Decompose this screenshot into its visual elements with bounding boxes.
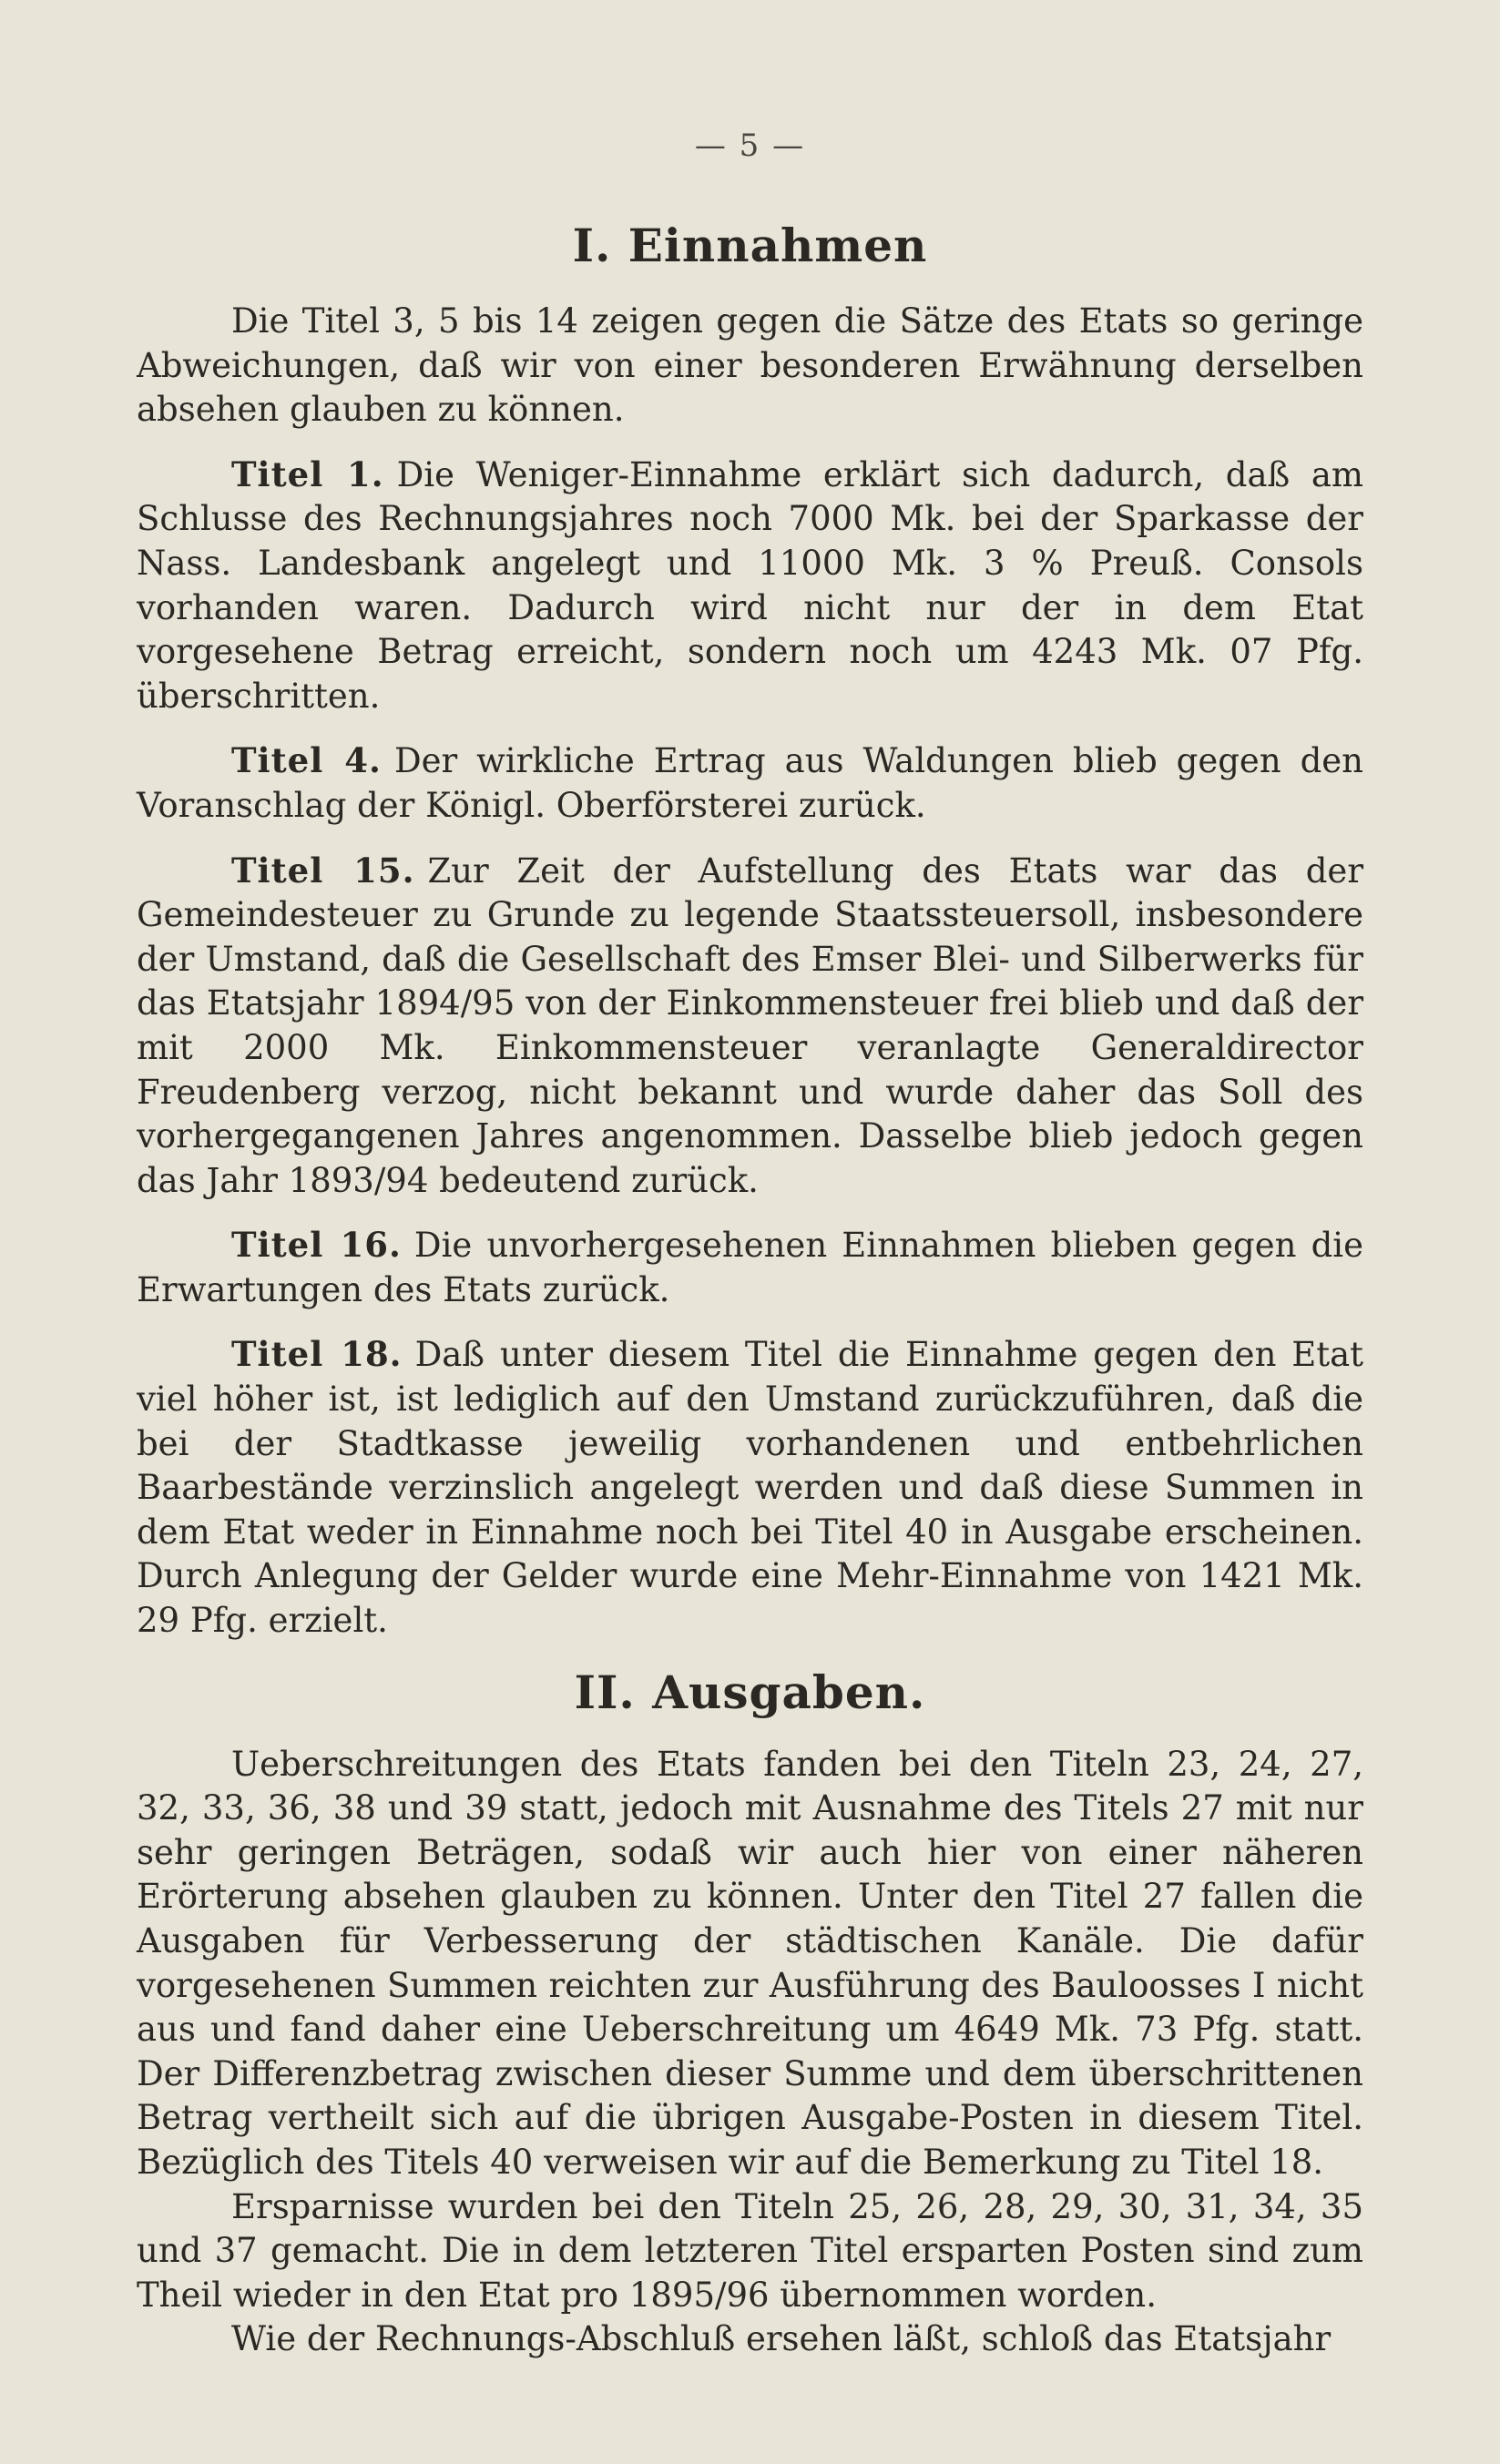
ausgaben-paragraph-ueberschreitungen: Ueberschreitungen des Etats fanden bei den Titeln 23, 24, 27, 32, 33, 36, 38 und 39 statt, jedoch mit Ausnahme des Titels 27 mit nur sehr geringen Beträgen, sodaß wir auch hier von einer näheren Erörterung absehen glauben zu können. Unter den Titel 27 fallen die Ausgaben für Verbesserung der städtischen Kanäle. Die dafür vorgesehenen Summen reichten zur Ausführung des Bauloosses I nicht aus und fand daher eine Ueberschreitung um 4649 Mk. 73 Pfg. statt. Der Differenzbetrag zwischen dieser Summe und dem überschrittenen Betrag vertheilt sich auf die übrigen Ausgabe-Posten in diesem Titel. Bezüglich des Titels 40 verweisen wir auf die Bemerkung zu Titel 18. — [137, 1744, 1363, 2182]
titel-4-text: Der wirkliche Ertrag aus Waldungen blieb gegen den Voranschlag der Königl. Oberförsterei zurück. — [137, 741, 1363, 825]
titel-15-paragraph — [137, 849, 1363, 1204]
section-heading-einnahmen: I. Einnahmen — [572, 219, 928, 272]
page-number: — 5 — — [694, 127, 806, 164]
titel-16-paragraph — [137, 1223, 1363, 1312]
titel-18-paragraph — [137, 1332, 1363, 1643]
titel-1-paragraph — [137, 453, 1363, 719]
titel-15-text: Zur Zeit der Aufstellung des Etats war das der Gemeindesteuer zu Grunde zu legende Staatssteuersoll, insbesondere der Umstand, daß die Gesellschaft des Emser Blei- und Silberwerks für das Etatsjahr 1894/95 von der Einkommensteuer frei blieb und daß der mit 2000 Mk. Einkommensteuer veranlagte Generaldirector Freudenberg verzog, nicht bekannt und wurde daher das Soll des vorhergegangenen Jahres angenommen. Dasselbe blieb jedoch gegen das Jahr 1893/94 bedeutend zurück. — [137, 850, 1363, 1200]
titel-18-text: Daß unter diesem Titel die Einnahme gegen den Etat viel höher ist, ist lediglich auf den Umstand zurückzuführen, daß die bei der Stadtkasse jeweilig vorhandenen und entbehrlichen Baarbestände verzinslich angelegt werden und daß diese Summen in dem Etat weder in Einnahme noch bei Titel 40 in Ausgabe erscheinen. Durch Anlegung der Gelder wurde eine Mehr-Einnahme von 1421 Mk. 29 Pfg. erzielt. — [137, 1335, 1364, 1641]
section-heading-ausgaben: II. Ausgaben. — [574, 1665, 926, 1719]
einnahmen-intro-paragraph: Die Titel 3, 5 bis 14 zeigen gegen die Sätze des Etats so geringe Abweichungen, daß wir von einer besonderen Erwähnung derselben absehen glauben zu können. — [137, 301, 1363, 430]
titel-4-paragraph — [137, 738, 1363, 828]
titel-16-text: Die unvorhergesehenen Einnahmen blieben gegen die Erwartungen des Etats zurück. — [137, 1226, 1364, 1309]
ausgaben-paragraph-ersparnisse: Ersparnisse wurden bei den Titeln 25, 26, 28, 29, 30, 31, 34, 35 und 37 gemacht. Die in dem letzteren Titel ersparten Posten sind zum Theil wieder in den Etat pro 1895/96 übernommen worden. — [137, 2186, 1363, 2315]
titel-16-label: Titel 16. — [231, 1225, 402, 1266]
titel-1-label: Titel 1. — [231, 453, 384, 494]
titel-15-label: Titel 15. — [231, 850, 415, 891]
titel-18-label: Titel 18. — [231, 1334, 403, 1375]
titel-1-text: Die Weniger-Einnahme erklärt sich dadurch, daß am Schlusse des Rechnungsjahres noch 7000 Mk. bei der Sparkasse der Nass. Landesbank angelegt und 11000 Mk. 3 % Preuß. Consols vorhanden waren. Dadurch wird nicht nur der in dem Etat vorgesehene Betrag erreicht, sondern noch um 4243 Mk. 07 Pfg. überschritten. — [137, 454, 1363, 716]
ausgaben-paragraph-rechnungs-abschluss: Wie der Rechnungs-Abschluß ersehen läßt, schloß das Etatsjahr — [231, 2319, 1332, 2359]
titel-4-label: Titel 4. — [231, 740, 382, 781]
